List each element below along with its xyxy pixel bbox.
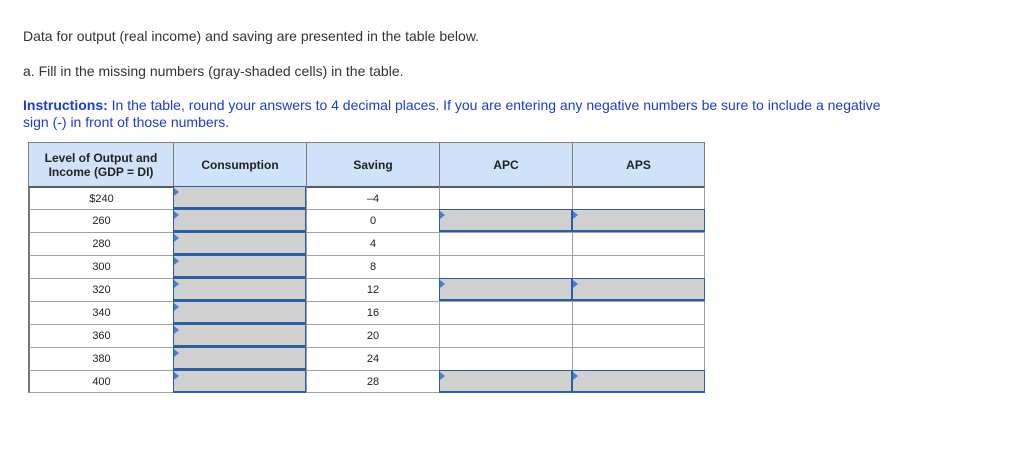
output-cell: 300 (28, 255, 173, 278)
table-row (28, 324, 705, 347)
saving-cell: 4 (306, 232, 439, 255)
saving-cell: 24 (306, 347, 439, 370)
aps-input[interactable] (573, 210, 704, 230)
output-cell: 380 (28, 347, 173, 370)
header-consumption: Consumption (173, 142, 306, 186)
consumption-input[interactable] (174, 279, 305, 299)
consumption-input[interactable] (174, 256, 305, 276)
part-a-prompt: a. Fill in the missing numbers (gray-shaded cells) in the table. (23, 63, 404, 79)
intro-text: Data for output (real income) and saving are presented in the table below. (23, 28, 480, 44)
aps-cell (572, 301, 705, 324)
apc-input[interactable] (440, 279, 571, 299)
aps-input[interactable] (573, 279, 704, 299)
table-row (28, 301, 705, 324)
saving-cell: –4 (306, 186, 439, 209)
apc-input-cell[interactable] (439, 278, 572, 301)
consumption-input-cell[interactable] (173, 255, 306, 278)
aps-input-cell[interactable] (572, 209, 705, 232)
saving-cell: 16 (306, 301, 439, 324)
aps-cell (572, 347, 705, 370)
instructions-text: In the table, round your answers to 4 decimal places. If you are entering any negative numbers be sure to include a negative sign (-) in front of those numbers. (23, 97, 881, 130)
table-row (28, 370, 705, 393)
consumption-input-cell[interactable] (173, 278, 306, 301)
saving-cell: 28 (306, 370, 439, 393)
aps-input-cell[interactable] (572, 370, 705, 393)
header-output-line1: Level of Output and (44, 150, 158, 165)
output-cell: 320 (28, 278, 173, 301)
output-cell: 360 (28, 324, 173, 347)
aps-cell (572, 232, 705, 255)
saving-cell: 8 (306, 255, 439, 278)
apc-cell (439, 232, 572, 255)
header-output (28, 142, 173, 186)
consumption-input-cell[interactable] (173, 232, 306, 255)
aps-cell (572, 186, 705, 209)
table-row (28, 232, 705, 255)
header-saving: Saving (306, 142, 439, 186)
table-row (28, 255, 705, 278)
table-row (28, 347, 705, 370)
aps-cell (572, 324, 705, 347)
header-row (28, 142, 705, 186)
consumption-input-cell[interactable] (173, 370, 306, 393)
saving-cell: 0 (306, 209, 439, 232)
header-aps: APS (572, 142, 705, 186)
consumption-input-cell[interactable] (173, 186, 306, 209)
aps-cell (572, 255, 705, 278)
aps-input-cell[interactable] (572, 278, 705, 301)
apc-cell (439, 255, 572, 278)
apc-input-cell[interactable] (439, 209, 572, 232)
consumption-input[interactable] (174, 210, 305, 230)
aps-input[interactable] (573, 371, 704, 391)
table-row (28, 209, 705, 232)
table-row (28, 278, 705, 301)
data-table (28, 142, 705, 393)
instructions-label: Instructions: (23, 97, 108, 113)
apc-cell (439, 324, 572, 347)
output-cell: 400 (28, 370, 173, 393)
consumption-input[interactable] (174, 302, 305, 322)
header-apc: APC (439, 142, 572, 186)
saving-cell: 20 (306, 324, 439, 347)
apc-cell (439, 301, 572, 324)
consumption-input[interactable] (174, 325, 305, 345)
apc-cell (439, 347, 572, 370)
consumption-input-cell[interactable] (173, 209, 306, 232)
apc-cell (439, 186, 572, 209)
consumption-input[interactable] (174, 371, 305, 391)
consumption-input-cell[interactable] (173, 347, 306, 370)
output-cell: 280 (28, 232, 173, 255)
output-cell: 340 (28, 301, 173, 324)
apc-input[interactable] (440, 210, 571, 230)
consumption-input[interactable] (174, 348, 305, 368)
output-cell: 260 (28, 209, 173, 232)
header-output-line2: Income (GDP = DI) (48, 164, 154, 179)
table-row (28, 186, 705, 209)
instructions (23, 97, 903, 131)
apc-input-cell[interactable] (439, 370, 572, 393)
apc-input[interactable] (440, 371, 571, 391)
output-cell: $240 (28, 186, 173, 209)
consumption-input[interactable] (174, 233, 305, 253)
saving-cell: 12 (306, 278, 439, 301)
consumption-input-cell[interactable] (173, 301, 306, 324)
consumption-input[interactable] (174, 187, 305, 207)
consumption-input-cell[interactable] (173, 324, 306, 347)
